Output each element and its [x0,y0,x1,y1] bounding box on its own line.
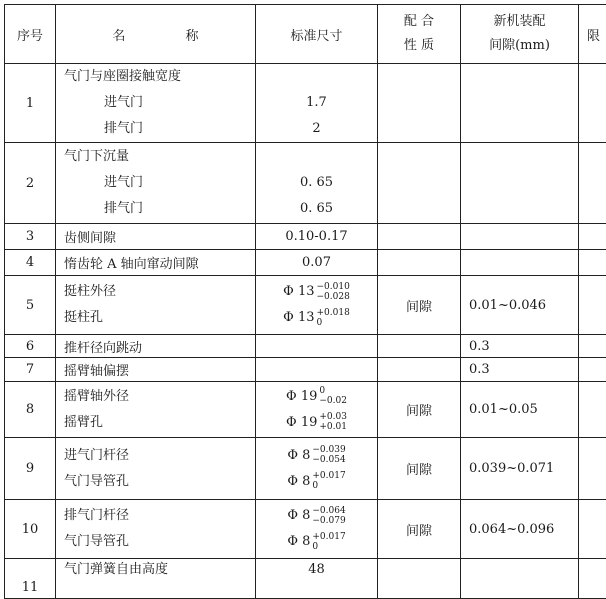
row-clearance: 0.039~0.071 [461,438,579,500]
row-name: 推杆径向跳动 [56,335,256,358]
row-no: 6 [5,335,56,358]
row-std: 0. 65 0. 65 [256,143,378,224]
header-fit: 配 合 性 质 [378,5,461,64]
header-no: 序号 [5,5,56,64]
row-no: 9 [5,438,56,500]
header-limit: 限 [579,5,606,64]
row-std: Φ 13 −0.010 −0.028 Φ 13 +0.018 0 [256,276,378,335]
row-fit [378,224,461,250]
row-no: 5 [5,276,56,335]
row-clearance [461,64,579,143]
row-fit [378,358,461,382]
row-limit [579,335,606,358]
row-std: 0.10-0.17 [256,224,378,250]
row-no: 10 [5,500,56,559]
row-limit [579,276,606,335]
row-name: 惰齿轮 A 轴向窜动间隙 [56,250,256,276]
row-clearance [461,250,579,276]
row-name: 齿侧间隙 [56,224,256,250]
table-row [5,250,606,276]
row-fit: 间隙 [378,500,461,559]
row-clearance [461,559,579,599]
row-std [256,358,378,382]
spec-table [4,4,606,599]
row-clearance: 0.01~0.05 [461,382,579,438]
row-name: 挺柱外径 挺柱孔 [56,276,256,335]
row-fit: 间隙 [378,382,461,438]
row-no: 1 [5,64,56,143]
row-name: 排气门杆径 气门导管孔 [56,500,256,559]
row-fit [378,335,461,358]
row-name: 进气门杆径 气门导管孔 [56,438,256,500]
row-no: 7 [5,358,56,382]
table-row [5,358,606,382]
row-limit [579,438,606,500]
row-fit [378,64,461,143]
row-name: 气门与座圈接触宽度 进气门 排气门 [56,64,256,143]
table-row [5,224,606,250]
row-std: 0.07 [256,250,378,276]
row-limit [579,500,606,559]
row-fit [378,250,461,276]
row-clearance [461,143,579,224]
row-clearance: 0.3 [461,335,579,358]
row-limit [579,250,606,276]
table-row [5,335,606,358]
row-fit: 间隙 [378,276,461,335]
table-row [5,382,606,438]
row-no: 11 [5,559,56,599]
table-row [5,500,606,559]
row-std: 48 [256,559,378,599]
row-no: 4 [5,250,56,276]
header-name: 名 称 [56,5,256,64]
row-limit [579,143,606,224]
row-name: 气门下沉量 进气门 排气门 [56,143,256,224]
row-limit [579,64,606,143]
table-row [5,276,606,335]
table-row [5,143,606,224]
row-no: 2 [5,143,56,224]
row-clearance: 0.01~0.046 [461,276,579,335]
row-fit [378,143,461,224]
row-limit [579,559,606,599]
row-clearance: 0.064~0.096 [461,500,579,559]
row-no: 8 [5,382,56,438]
row-name: 摇臂轴偏摆 [56,358,256,382]
row-limit [579,224,606,250]
row-std: 1.7 2 [256,64,378,143]
row-name: 摇臂轴外径 摇臂孔 [56,382,256,438]
row-limit [579,358,606,382]
row-std: Φ 8 −0.039 −0.054 Φ 8 +0.017 0 [256,438,378,500]
row-std: Φ 19 0 −0.02 Φ 19 +0.03 +0.01 [256,382,378,438]
header-clearance: 新机装配 间隙(mm) [461,5,579,64]
row-no: 3 [5,224,56,250]
header-row [5,5,606,64]
table-row [5,64,606,143]
row-fit [378,559,461,599]
row-fit: 间隙 [378,438,461,500]
row-name: 气门弹簧自由高度 [56,559,256,599]
row-std: Φ 8 −0.064 −0.079 Φ 8 +0.017 0 [256,500,378,559]
row-clearance: 0.3 [461,358,579,382]
row-clearance [461,224,579,250]
row-limit [579,382,606,438]
row-std [256,335,378,358]
header-std-size: 标准尺寸 [256,5,378,64]
table-row [5,559,606,599]
table-row [5,438,606,500]
